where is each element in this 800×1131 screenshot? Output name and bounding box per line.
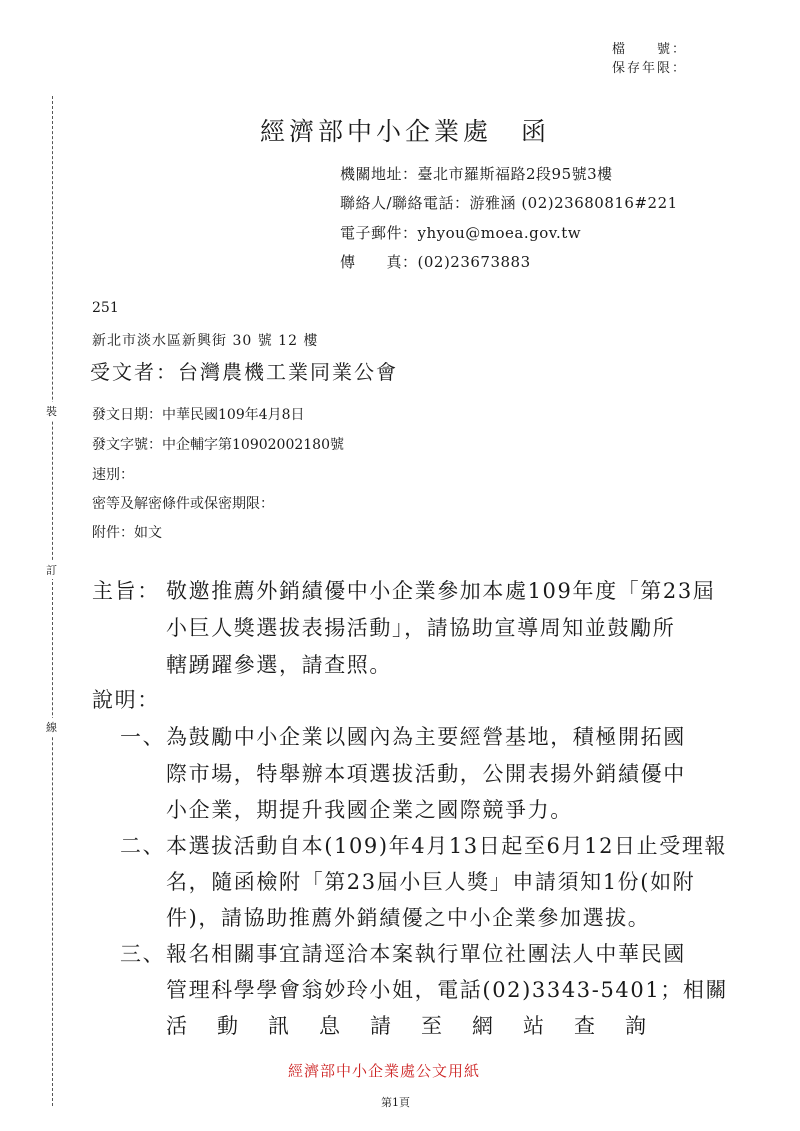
recipient-name: 受文者：台灣農機工業同業公會: [90, 360, 398, 384]
speed-field: 速別：: [92, 467, 134, 483]
sender-address: 機關地址：臺北市羅斯福路2段95號3樓: [340, 165, 613, 183]
item-line: 小企業，期提升我國企業之國際競爭力。: [166, 798, 573, 822]
item-number: 二、: [120, 834, 166, 858]
item-line: 名，隨函檢附「第23屆小巨人獎」申請須知1份(如附: [166, 870, 696, 894]
item-line: 活 動 訊 息 請 至 網 站 查 詢: [166, 1014, 651, 1038]
item-line: 際市場，特舉辦本項選拔活動，公開表揚外銷績優中: [166, 762, 686, 786]
binding-mark-zhuang: 裝: [46, 402, 57, 420]
stationery-footer: 經濟部中小企業處公文用紙: [288, 1062, 481, 1080]
binding-line: [52, 96, 53, 1106]
item-line: 為鼓勵中小企業以國內為主要經營基地，積極開拓國: [166, 725, 686, 749]
item-line: 件)，請協助推薦外銷績優之中小企業參加選拔。: [166, 906, 651, 930]
binding-mark-ding: 訂: [46, 561, 57, 579]
secrecy-field: 密等及解密條件或保密期限：: [92, 496, 274, 512]
issue-date: 發文日期：中華民國109年4月8日: [92, 407, 305, 423]
item-line: 本選拔活動自本(109)年4月13日起至6月12日止受理報: [166, 834, 728, 858]
sender-contact: 聯絡人/聯絡電話：游雅涵 (02)23680816#221: [340, 194, 678, 212]
binding-mark-xian: 線: [46, 718, 57, 736]
postal-code: 251: [92, 300, 119, 316]
explanation-label: 說明：: [92, 688, 160, 712]
item-number: 三、: [120, 942, 166, 966]
page-number: 第1頁: [381, 1096, 410, 1109]
subject-line: 敬邀推薦外銷績優中小企業參加本處109年度「第23屆: [166, 579, 716, 603]
document-title: 經濟部中小企業處 函: [260, 117, 551, 146]
file-number-label: 檔 號：: [612, 42, 688, 57]
retention-period-label: 保存年限：: [612, 61, 688, 76]
subject-line: 轄踴躍參選，請查照。: [166, 653, 392, 677]
sender-email: 電子郵件：yhyou@moea.gov.tw: [340, 224, 582, 242]
attachment-field: 附件：如文: [92, 525, 162, 541]
recipient-address: 新北市淡水區新興街 30 號 12 樓: [92, 333, 319, 349]
item-line: 報名相關事宜請逕洽本案執行單位社團法人中華民國: [166, 942, 686, 966]
sender-fax: 傳 真：(02)23673883: [340, 253, 531, 271]
item-number: 一、: [120, 725, 166, 749]
issue-number: 發文字號：中企輔字第10902002180號: [92, 437, 344, 453]
item-line: 管理科學學會翁妙玲小姐，電話(02)3343-5401；相關: [166, 978, 729, 1002]
subject-label: 主旨：: [92, 579, 160, 603]
subject-line: 小巨人獎選拔表揚活動」，請協助宣導周知並鼓勵所: [166, 616, 676, 640]
